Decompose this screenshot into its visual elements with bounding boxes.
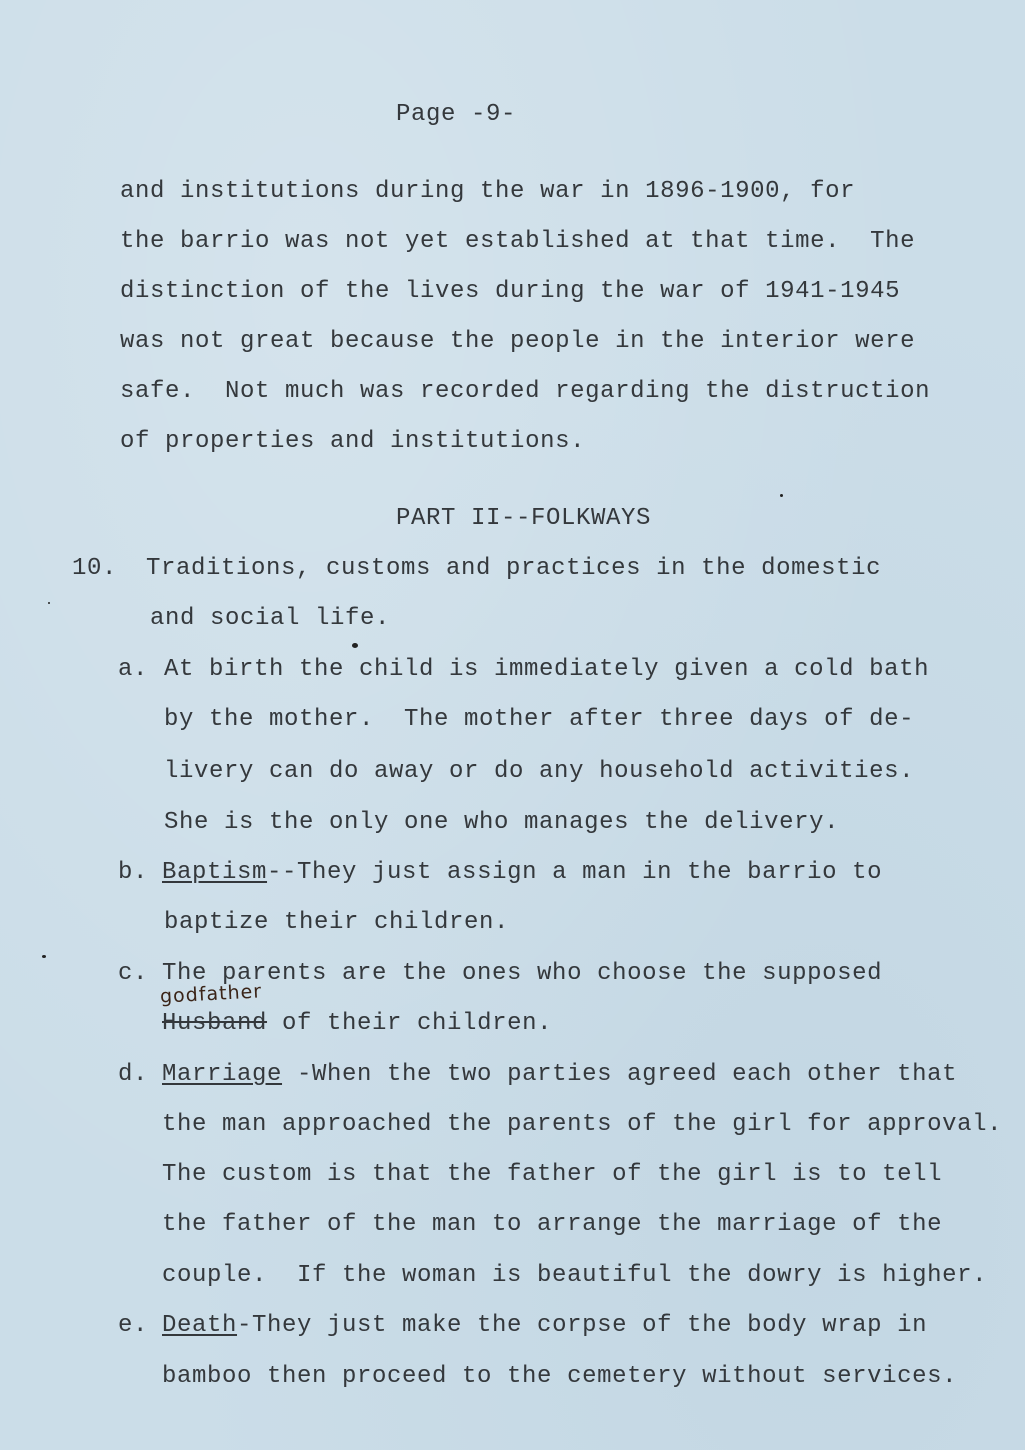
page-header: Page -9- [396,101,517,128]
item-d-line-5: couple. If the woman is beautiful the dowry is higher. [162,1262,988,1289]
item-d-line-1 [162,1060,957,1090]
intro-line-4: was not great because the people in the interior were [120,328,916,355]
item-c-line-1: The parents are the ones who choose the supposed [162,960,883,987]
handwritten-correction: godfather [159,980,263,1008]
item-a-line-4: She is the only one who manages the delivery. [164,809,840,836]
item-d-line-1-rest: -When the two parties agreed each other that [282,1061,958,1088]
item-d-line-4: the father of the man to arrange the marriage of the [162,1211,943,1238]
item-b-line-2: baptize their children. [164,909,510,936]
ink-speck [352,643,358,648]
item-a-line-3: livery can do away or do any household activities. [164,758,915,785]
section-heading: PART II--FOLKWAYS [396,505,652,532]
intro-line-5: safe. Not much was recorded regarding the distruction [120,378,931,405]
baptism-term: Baptism [162,859,268,886]
item-e-letter: e. [118,1312,149,1339]
item-b-line-1-rest: --They just assign a man in the barrio to [267,859,883,886]
item-d-line-2: the man approached the parents of the girl for approval. [162,1111,1003,1138]
item-e-line-1 [162,1311,927,1341]
item-10-line-1: Traditions, customs and practices in the domestic [146,555,882,582]
item-c-line-2 [162,1009,552,1039]
item-b-letter: b. [118,859,149,886]
intro-line-2: the barrio was not yet established at that time. The [120,228,916,255]
death-term: Death [162,1312,238,1339]
item-d-line-3: The custom is that the father of the girl is to tell [162,1161,943,1188]
item-d-letter: d. [118,1061,149,1088]
item-a-letter: a. [118,656,149,683]
intro-line-3: distinction of the lives during the war of 1941-1945 [120,278,901,305]
ink-speck [42,955,46,958]
intro-line-6: of properties and institutions. [120,428,586,455]
ink-speck [780,494,783,497]
ink-speck [48,602,50,604]
item-e-line-1-rest: -They just make the corpse of the body wrap in [237,1312,928,1339]
item-10-number: 10. [72,555,118,582]
item-c-letter: c. [118,960,149,987]
struck-word: Husband [162,1010,268,1037]
item-a-line-2: by the mother. The mother after three days of de- [164,706,915,733]
marriage-term: Marriage [162,1061,283,1088]
item-c-line-2-rest: of their children. [267,1010,553,1037]
intro-line-1: and institutions during the war in 1896-1900, for [120,178,856,205]
item-a-line-1: At birth the child is immediately given a cold bath [164,656,930,683]
item-10-line-2: and social life. [150,605,391,632]
item-b-line-1 [162,858,882,888]
item-e-line-2: bamboo then proceed to the cemetery without services. [162,1363,958,1390]
